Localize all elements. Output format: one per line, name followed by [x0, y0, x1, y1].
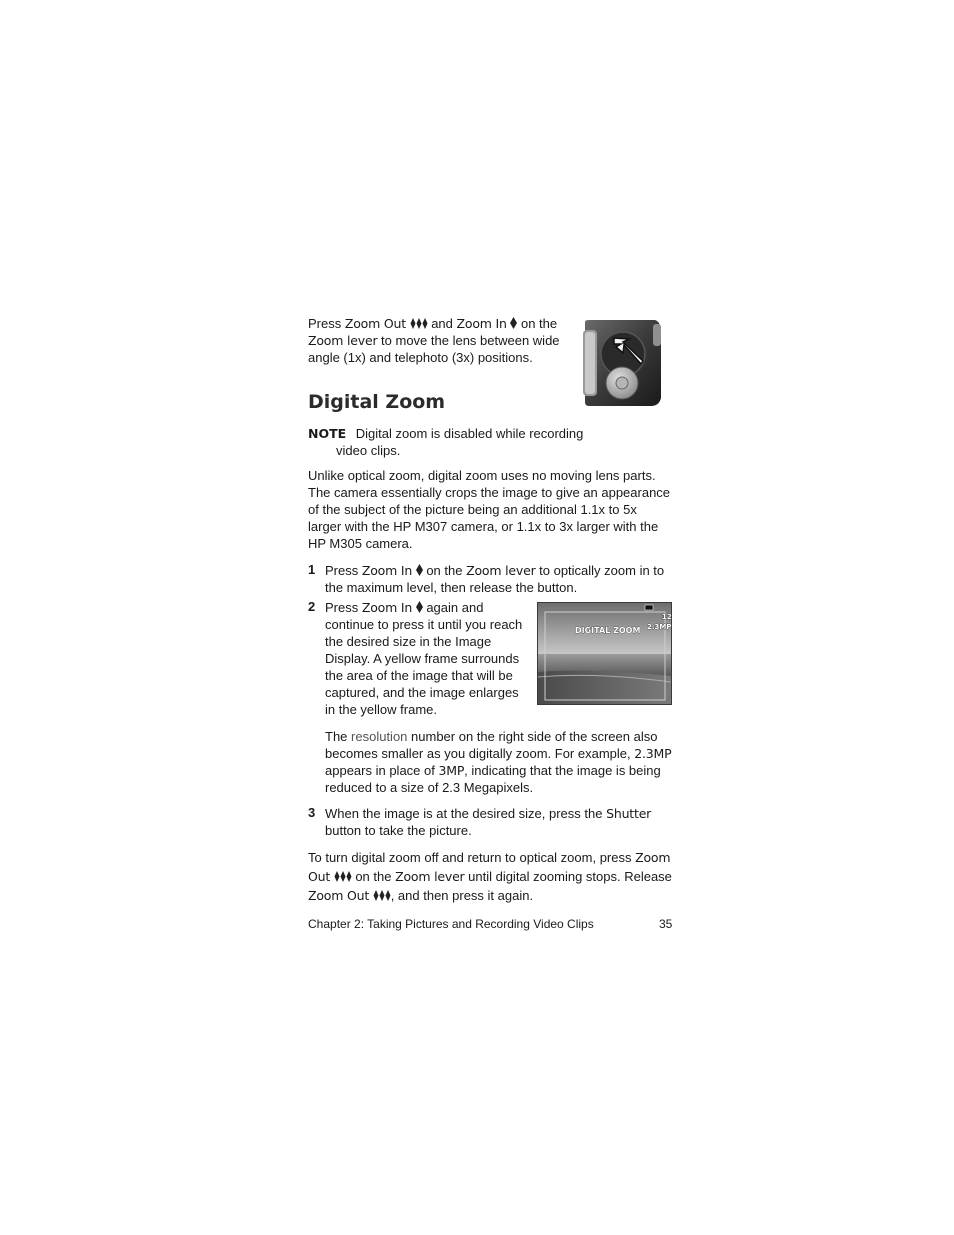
note-text: Digital zoom is disabled while recording	[355, 426, 584, 441]
para-line: The camera essentially crops the image to give an appearance	[308, 485, 671, 500]
step-2-number: 2	[308, 599, 316, 614]
zoom-lever-label: Zoom lever	[395, 869, 465, 884]
zoom-label: Zoom	[635, 850, 671, 865]
screen-digital-zoom: DIGITAL ZOOM	[575, 626, 641, 635]
step2-again: again and	[426, 600, 484, 615]
zoom-in-icon	[416, 601, 423, 613]
camera-zoom-lever-photo	[583, 318, 663, 408]
intro-line3: angle (1x) and telephoto (3x) positions.	[308, 350, 533, 365]
zoom-in-label: Zoom In	[456, 316, 507, 331]
zoom-out-icon	[410, 318, 428, 329]
res-line3b: , indicating that the image is being	[464, 763, 661, 778]
note-text-2: video clips.	[336, 443, 401, 458]
zoom-in-label: Zoom In	[361, 600, 413, 615]
image-display-screenshot	[537, 602, 672, 705]
footer-page-number: 35	[659, 917, 673, 931]
note-label: NOTE	[308, 426, 347, 441]
res-23mp: 2.3MP	[634, 746, 672, 761]
zoom-in-icon	[510, 317, 517, 329]
para-line: HP M305 camera.	[308, 536, 413, 551]
zoom-lever-label: Zoom lever	[466, 563, 536, 578]
para-line: larger with the HP M307 camera, or 1.1x to 3x larger with the	[308, 519, 659, 534]
screen-resolution: 2.3MP	[647, 623, 672, 631]
res-line2: becomes smaller as you digitally zoom. For example,	[325, 746, 631, 761]
step2-line: the desired size in the Image	[325, 634, 492, 649]
res-line4: reduced to a size of 2.3 Megapixels.	[325, 780, 534, 795]
shutter-label: Shutter	[606, 806, 652, 821]
closing-until: until digital zooming stops. Release	[468, 869, 672, 884]
intro-and: and	[431, 316, 453, 331]
step2-line: continue to press it until you reach	[325, 617, 523, 632]
step-1-number: 1	[308, 562, 316, 577]
resolution-term: resolution	[351, 729, 408, 744]
step2-press: Press	[325, 600, 359, 615]
step-2-text	[325, 599, 535, 718]
step1-on-the: on the	[426, 563, 463, 578]
zoom-out-label: Zoom Out	[308, 888, 370, 903]
zoom-out-icon	[373, 890, 391, 901]
zoom-in-label: Zoom In	[361, 563, 413, 578]
closing-a: To turn digital zoom off and return to optical zoom, press	[308, 850, 632, 865]
section-heading: Digital Zoom	[308, 391, 446, 413]
step1-rest: to optically zoom in to	[539, 563, 665, 578]
footer-chapter: Chapter 2: Taking Pictures and Recording Video Clips	[308, 917, 594, 931]
step2-line: Display. A yellow frame surrounds	[325, 651, 520, 666]
out-label: Out	[308, 869, 331, 884]
intro-paragraph	[308, 315, 568, 366]
zoom-lever-label: Zoom lever	[308, 333, 378, 348]
intro-rest: to move the lens between wide	[381, 333, 560, 348]
step3-line2: button to take the picture.	[325, 823, 472, 838]
step2-line: captured, and the image enlarges	[325, 685, 519, 700]
res-rest: number on the right side of the screen also	[411, 729, 658, 744]
intro-on-the: on the	[520, 316, 558, 331]
closing-on-the: on the	[355, 869, 392, 884]
note-block	[308, 425, 628, 459]
step1-line2: the maximum level, then release the button.	[325, 580, 578, 595]
res-the: The	[325, 729, 348, 744]
resolution-paragraph	[325, 728, 680, 796]
step-3-text	[325, 805, 680, 839]
paragraph-digital-zoom	[308, 467, 678, 552]
closing-end: , and then press it again.	[390, 888, 534, 903]
para-line: Unlike optical zoom, digital zoom uses no moving lens parts.	[308, 468, 656, 483]
step3-text: When the image is at the desired size, press the	[325, 806, 603, 821]
step2-line: in the yellow frame.	[325, 702, 437, 717]
para-line: of the subject of the picture being an additional 1.1x to 5x	[308, 502, 637, 517]
step-3-number: 3	[308, 805, 316, 820]
intro-press: Press	[308, 316, 342, 331]
screen-count: 12	[662, 613, 672, 621]
zoom-out-label: Zoom Out	[344, 316, 406, 331]
step2-line: the area of the image that will be	[325, 668, 513, 683]
zoom-in-icon	[416, 564, 423, 576]
res-3mp: 3MP	[438, 763, 465, 778]
step-1-text	[325, 562, 675, 596]
step1-press: Press	[325, 563, 359, 578]
res-line3: appears in place of	[325, 763, 435, 778]
zoom-out-icon	[334, 871, 352, 882]
closing-paragraph	[308, 848, 683, 905]
